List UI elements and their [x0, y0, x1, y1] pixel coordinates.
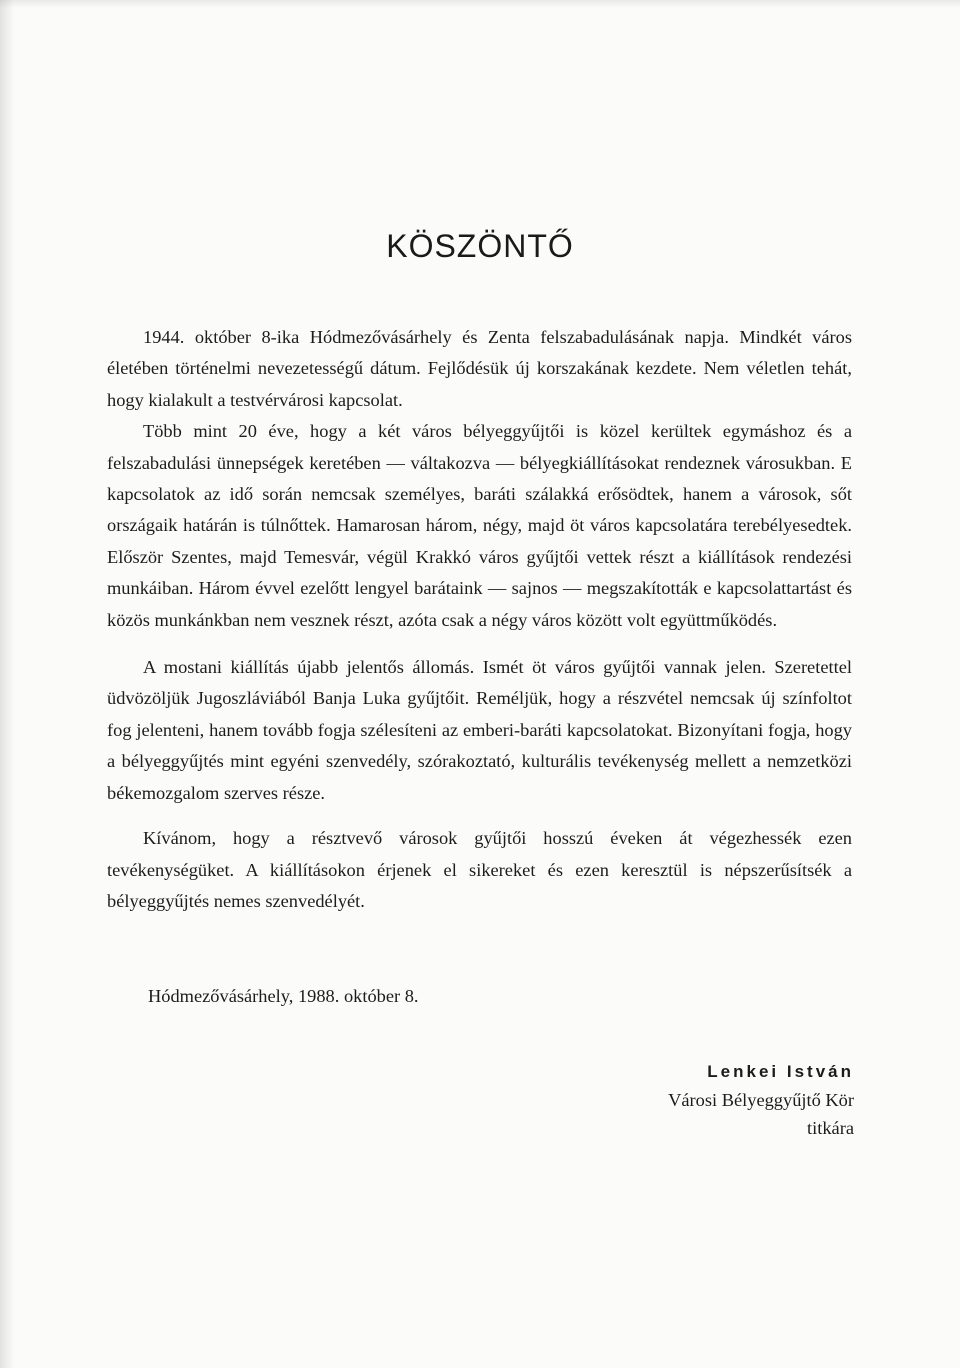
page-title: KÖSZÖNTŐ	[386, 228, 574, 264]
signature-block	[668, 1058, 854, 1142]
place-and-date: Hódmezővásárhely, 1988. október 8.	[148, 986, 419, 1006]
paragraph-3: A mostani kiállítás újabb jelentős állomás. Ismét öt város gyűjtői vannak jelen. Szeretettel üdvözöljük Jugoszláviából Banja Luka gyűjtőit. Reméljük, hogy a részvétel nemcsak új színfoltot fog jelenteni, hanem tovább fogja szélesíteni az emberi-baráti kapcsolatokat. Bizonyítani fogja, hogy a bélyeggyűjtés mint egyéni szenvedély, szórakoztató, kulturális tevékenység mellett a nemzetközi békemozgalom szerves része.	[107, 657, 852, 803]
paragraph-1: 1944. október 8-ika Hódmezővásárhely és Zenta felszabadulásának napja. Mindkét város életében történelmi nevezetességű dátum. Fejlődésük új korszakának kezdete. Nem véletlen tehát, hogy kialakult a testvérvárosi kapcsolat.	[107, 327, 852, 410]
paragraph-2: Több mint 20 éve, hogy a két város bélyeggyűjtői is közel kerültek egymáshoz és a felszabadulási ünnepségek keretében — váltakozva — bélyegkiállításokat rendeznek városukban. E kapcsolatok az idő során nemcsak személyes, baráti szálakká erősödtek, hanem a városok, sőt országaik határán is túlnőttek. Hamarosan három, négy, majd öt város kapcsolatára terebélyesedtek. Először Szentes, majd Temesvár, végül Krakkó város gyűjtői vettek részt a kiállítások rendezési munkáiban. Három évvel ezelőtt lengyel barátaink — sajnos — megszakították e kapcsolattartást és közös munkánkban nem vesznek részt, azóta csak a négy város között volt együttműködés.	[107, 421, 852, 630]
page-edge-shadow	[0, 0, 14, 1368]
signer-organization: Városi Bélyeggyűjtő Kör	[668, 1090, 854, 1110]
paragraph-4: Kívánom, hogy a résztvevő városok gyűjtői hosszú éveken át végezhessék ezen tevékenységüket. A kiállításokon érjenek el sikereket és ezen keresztül is népszerűsítsék a bélyeggyűjtés nemes szenvedélyét.	[107, 828, 852, 911]
signer-role: titkára	[807, 1118, 854, 1138]
body-text	[107, 322, 852, 917]
page-top-shadow	[0, 0, 960, 8]
signer-name: Lenkei István	[707, 1062, 854, 1081]
